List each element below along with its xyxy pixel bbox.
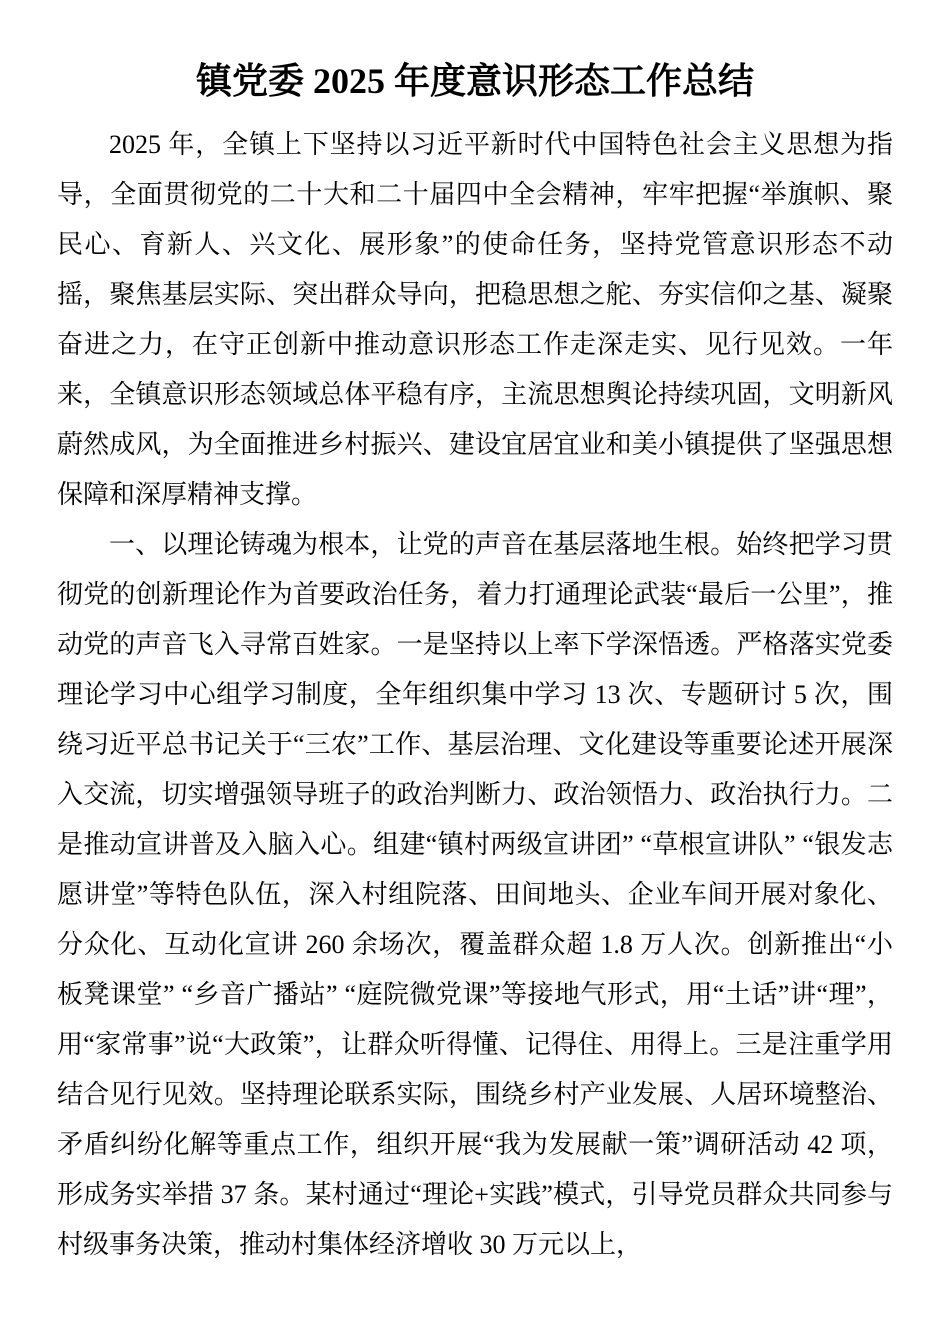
- document-title: 镇党委 2025 年度意识形态工作总结: [195, 61, 754, 101]
- paragraph-introduction: 2025 年，全镇上下坚持以习近平新时代中国特色社会主义思想为指导，全面贯彻党的二十大和二十届四中全会精神，牢牢把握“举旗帜、聚民心、育新人、兴文化、展形象”的使命任务，坚持党管意识形态不动摇，聚焦基层实际、突出群众导向，把稳思想之舵、夯实信仰之基、凝聚奋进之力，在守正创新中推动意识形态工作走深走实、见行见效。一年来，全镇意识形态领域总体平稳有序，主流思想舆论持续巩固，文明新风蔚然成风，为全面推进乡村振兴、建设宜居宜业和美小镇提供了坚强思想保障和深厚精神支撑。: [57, 130, 893, 509]
- paragraph-section-one: 一、以理论铸魂为根本，让党的声音在基层落地生根。始终把学习贯彻党的创新理论作为首要政治任务，着力打通理论武装“最后一公里”，推动党的声音飞入寻常百姓家。一是坚持以上率下学深悟透。严格落实党委理论学习中心组学习制度，全年组织集中学习 13 次、专题研讨 5 次，围绕习近平总书记关于“三农”工作、基层治理、文化建设等重要论述开展深入交流，切实增强领导班子的政治判断力、政治领悟力、政治执行力。二是推动宣讲普及入脑入心。组建“镇村两级宣讲团” “草根宣讲队” “银发志愿讲堂”等特色队伍，深入村组院落、田间地头、企业车间开展对象化、分众化、互动化宣讲 260 余场次，覆盖群众超 1.8 万人次。创新推出“小板凳课堂” “乡音广播站” “庭院微党课”等接地气形式，用“土话”讲“理”，用“家常事”说“大政策”，让群众听得懂、记得住、用得上。三是注重学用结合见行见效。坚持理论联系实际，围绕乡村产业发展、人居环境整治、矛盾纠纷化解等重点工作，组织开展“我为发展献一策”调研活动 42 项，形成务实举措 37 条。某村通过“理论+实践”模式，引导党员群众共同参与村级事务决策，推动村集体经济增收 30 万元以上，: [57, 530, 893, 1259]
- document-body: [57, 120, 893, 1270]
